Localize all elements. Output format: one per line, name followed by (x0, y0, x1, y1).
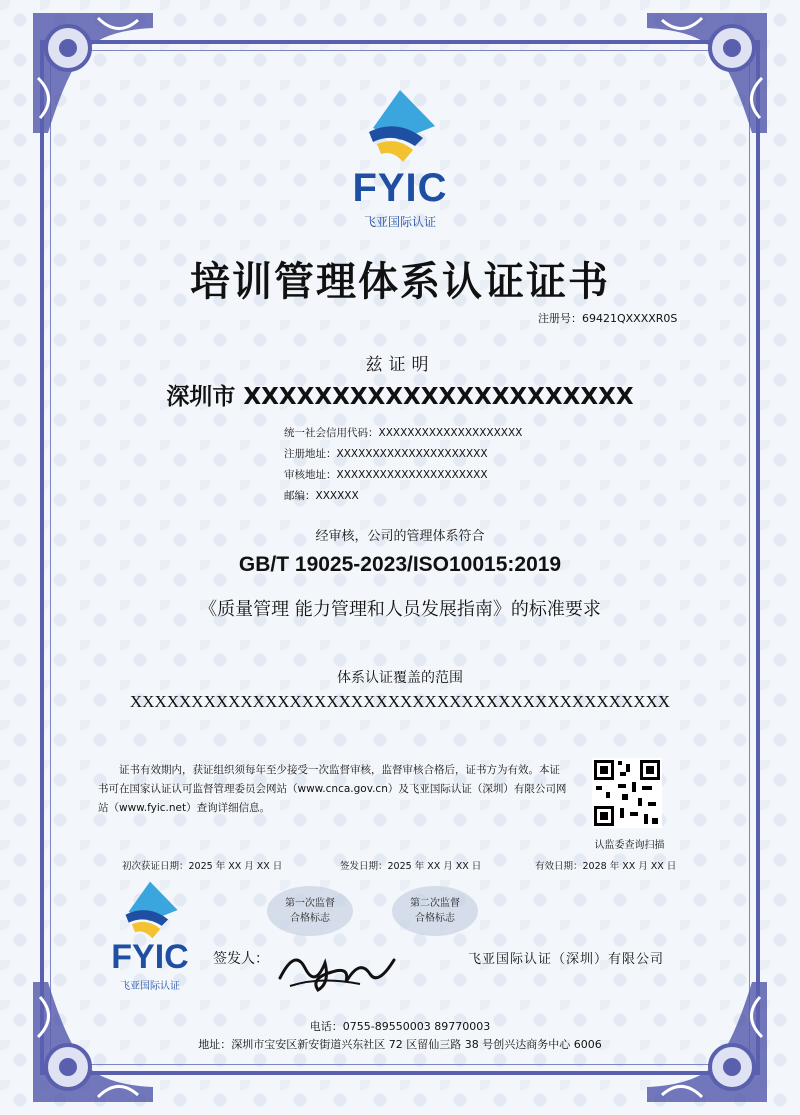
standard-code: GB/T 19025-2023/ISO10015:2019 (238, 553, 562, 576)
signer-label: 签发人： (213, 951, 269, 967)
expiry-date: 有效日期：2028 年 XX 月 XX 日 (535, 861, 677, 872)
standard-name: 《质量管理 能力管理和人员发展指南》的标准要求 (199, 599, 601, 620)
qr-code-icon (592, 758, 662, 828)
organization-name: 深圳市 XXXXXXXXXXXXXXXXXXXXXX (166, 384, 634, 410)
corner-ornament-icon (28, 8, 158, 138)
logo-subtitle: 飞亚国际认证 (120, 981, 180, 992)
signature-icon (270, 938, 400, 998)
detail-row: 审核地址：XXXXXXXXXXXXXXXXXXXXX (284, 469, 488, 481)
corner-ornament-icon (642, 8, 772, 138)
detail-row: 注册地址：XXXXXXXXXXXXXXXXXXXXX (284, 448, 488, 460)
scope-label: 体系认证覆盖的范围 (337, 670, 463, 686)
detail-row: 统一社会信用代码：XXXXXXXXXXXXXXXXXXXX (284, 427, 523, 439)
issuing-company: 飞亚国际认证（深圳）有限公司 (468, 952, 665, 967)
scope-value: XXXXXXXXXXXXXXXXXXXXXXXXXXXXXXXXXXXXXXXXXXXX (129, 692, 671, 711)
fyic-logo (345, 88, 455, 238)
organization-details (284, 423, 522, 507)
logo-mark-icon (363, 88, 437, 164)
issue-date: 签发日期：2025 年 XX 月 XX 日 (340, 861, 482, 872)
contact-info (0, 1018, 800, 1054)
phone: 电话：0755-89550003 89770003 (309, 1020, 491, 1033)
hereby-certify: 兹证明 (365, 355, 435, 375)
registration-number: 注册号：69421QXXXXR0S (538, 312, 678, 325)
compliance-text: 经审核，公司的管理体系符合 (315, 529, 485, 544)
second-surveillance-seal: 第二次监督 合格标志 (392, 886, 478, 936)
initial-date: 初次获证日期：2025 年 XX 月 XX 日 (122, 861, 283, 872)
validity-notice: 证书有效期内，获证组织须每年至少接受一次监督审核，监督审核合格后，证书方为有效。本证书可在国家认证认可监督管理委员会网站（www.cnca.gov.cn）及飞亚国际认证（深圳）有限公司网站（www.fyic.net）查询详细信息。 (98, 764, 567, 814)
logo-subtitle: 飞亚国际认证 (363, 215, 436, 229)
logo-name: FYIC (352, 166, 448, 210)
address: 地址：深圳市宝安区新安街道兴东社区 72 区留仙三路 38 号创兴达商务中心 6006 (198, 1038, 602, 1051)
detail-row: 邮编：XXXXXX (284, 490, 359, 502)
certificate-title: 培训管理体系认证证书 (190, 259, 610, 305)
qr-caption: 认监委查询扫描 (594, 840, 665, 851)
logo-mark-icon (120, 880, 180, 940)
fyic-logo-bottom (100, 880, 200, 990)
logo-name: FYIC (111, 938, 189, 976)
first-surveillance-seal: 第一次监督 合格标志 (267, 886, 353, 936)
